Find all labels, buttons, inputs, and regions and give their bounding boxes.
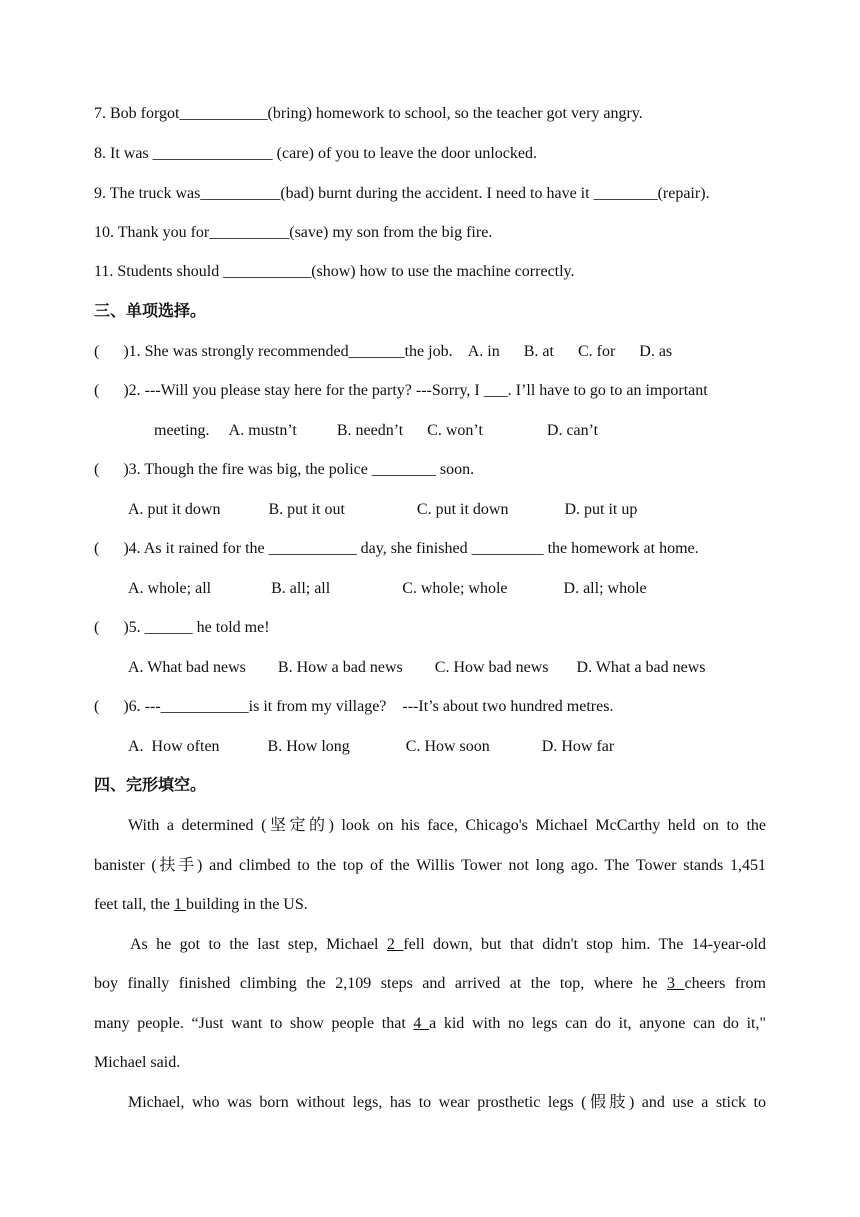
passage-text: feet tall, the bbox=[94, 896, 174, 913]
question-2: ( )2. ---Will you please stay here for the party? ---Sorry, I ___. I’ll have to go to an important bbox=[94, 382, 708, 399]
passage-text: fell down, but that didn't stop him. The 14-year-old bbox=[403, 936, 767, 953]
question-6: ( )6. ---___________is it from my village? ---It’s about two hundred metres. bbox=[94, 698, 614, 715]
question-3: ( )3. Though the fire was big, the police ________ soon. bbox=[94, 461, 475, 478]
section-4-title: 四、完形填空。 bbox=[94, 777, 207, 794]
fill-item-10: 10. Thank you for__________(save) my son from the big fire. bbox=[94, 224, 493, 241]
question-6-options: A. How often B. How long C. How soon D. How far bbox=[128, 738, 615, 755]
section-3-title: 三、单项选择。 bbox=[94, 303, 207, 320]
question-4-options: A. whole; all B. all; all C. whole; whole D. all; whole bbox=[128, 580, 647, 597]
passage-text: a kid with no legs can do it, anyone can do it," bbox=[429, 1015, 767, 1032]
passage-text: building in the US. bbox=[185, 896, 308, 913]
question-5: ( )5. ______ he told me! bbox=[94, 619, 270, 636]
passage-text: cheers from bbox=[684, 975, 767, 992]
question-4: ( )4. As it rained for the ___________ day, she finished _________ the homework at home. bbox=[94, 540, 699, 557]
passage-p3-line1: Michael, who was born without legs, has to wear prosthetic legs (假肢) and use a stick to bbox=[128, 1094, 766, 1111]
blank-3: 3 bbox=[667, 975, 685, 992]
passage-p2-line1 bbox=[130, 935, 766, 955]
fill-item-8: 8. It was _______________ (care) of you to leave the door unlocked. bbox=[94, 145, 537, 162]
passage-p1-line3 bbox=[94, 895, 308, 915]
question-3-options: A. put it down B. put it out C. put it down D. put it up bbox=[128, 501, 638, 518]
passage-p1-line1: With a determined (坚定的) look on his face, Chicago's Michael McCarthy held on to the bbox=[128, 817, 766, 834]
fill-item-7: 7. Bob forgot___________(bring) homework to school, so the teacher got very angry. bbox=[94, 105, 643, 122]
question-1: ( )1. She was strongly recommended_______the job. A. in B. at C. for D. as bbox=[94, 343, 673, 360]
blank-2: 2 bbox=[386, 936, 404, 953]
blank-4: 4 bbox=[413, 1015, 430, 1032]
passage-p2-line2 bbox=[94, 974, 766, 994]
passage-text: many people. “Just want to show people that bbox=[94, 1015, 414, 1032]
passage-p2-line3 bbox=[94, 1014, 766, 1034]
passage-p2-line4: Michael said. bbox=[94, 1054, 181, 1071]
fill-item-9: 9. The truck was__________(bad) burnt during the accident. I need to have it ________(repair). bbox=[94, 185, 710, 202]
question-2-options: meeting. A. mustn’t B. needn’t C. won’t D. can’t bbox=[154, 422, 599, 439]
passage-p1-line2: banister (扶手) and climbed to the top of the Willis Tower not long ago. The Tower stands 1,451 bbox=[94, 857, 766, 874]
passage-text: boy finally finished climbing the 2,109 steps and arrived at the top, where he bbox=[94, 975, 668, 992]
passage-text: As he got to the last step, Michael bbox=[130, 936, 387, 953]
blank-1: 1 bbox=[173, 896, 186, 913]
question-5-options: A. What bad news B. How a bad news C. How bad news D. What a bad news bbox=[128, 659, 706, 676]
fill-item-11: 11. Students should ___________(show) how to use the machine correctly. bbox=[94, 263, 575, 280]
